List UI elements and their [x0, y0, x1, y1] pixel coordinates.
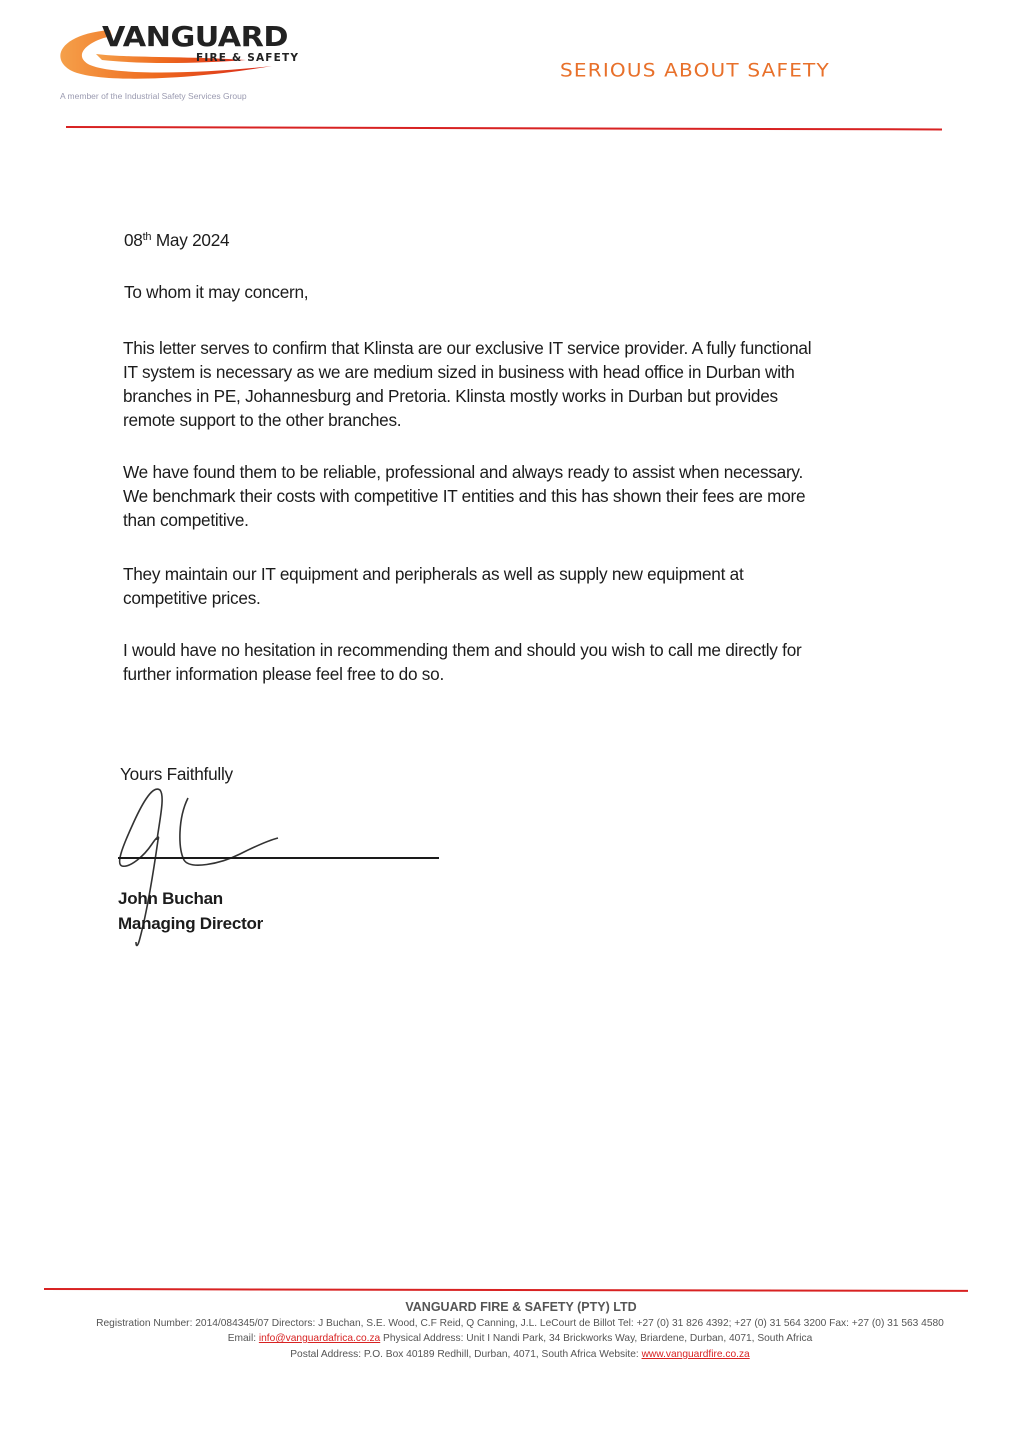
paragraph-line: further information please feel free to do so.	[123, 664, 444, 684]
paragraph-2	[123, 460, 933, 532]
footer-registration-line: Registration Number: 2014/084345/07 Directors: J Buchan, S.E. Wood, C.F Reid, Q Canning, J.L. LeCourt de Billot Tel: +27 (0) 31 826 4392; +27 (0) 31 564 3200 Fax: +27 (0) 31 563 4580	[96, 1318, 944, 1329]
paragraph-line: competitive prices.	[123, 588, 261, 608]
website-link[interactable]: www.vanguardfire.co.za	[641, 1349, 750, 1360]
tagline: SERIOUS ABOUT SAFETY	[560, 58, 830, 82]
paragraph-line: We have found them to be reliable, professional and always ready to assist when necessary.	[123, 462, 804, 482]
paragraph-line: This letter serves to confirm that Klinsta are our exclusive IT service provider. A fully functional	[123, 338, 812, 358]
paragraph-line: They maintain our IT equipment and peripherals as well as supply new equipment at	[123, 564, 744, 584]
paragraph-line: remote support to the other branches.	[123, 410, 402, 430]
signature-line	[118, 857, 439, 859]
footer-company-name: VANGUARD FIRE & SAFETY (PTY) LTD	[405, 1300, 637, 1314]
physical-address: Physical Address: Unit I Nandi Park, 34 Brickworks Way, Briardene, Durban, 4071, South Africa	[380, 1333, 813, 1344]
company-logo	[50, 18, 320, 108]
logo-subtitle: FIRE & SAFETY	[196, 52, 300, 64]
signer-title: Managing Director	[118, 914, 263, 933]
email-link[interactable]: info@vanguardafrica.co.za	[258, 1333, 381, 1344]
closing: Yours Faithfully	[120, 764, 233, 784]
paragraph-line: We benchmark their costs with competitive IT entities and this has shown their fees are more	[123, 486, 806, 506]
footer-divider	[44, 1288, 968, 1292]
logo-title: VANGUARD	[102, 20, 288, 53]
paragraph-line: than competitive.	[123, 510, 249, 530]
footer-postal-line	[0, 1349, 1024, 1360]
letter-date	[124, 228, 229, 252]
signer-name: John Buchan	[118, 889, 223, 908]
header-divider	[66, 126, 942, 130]
salutation: To whom it may concern,	[124, 282, 309, 302]
paragraph-line: I would have no hesitation in recommending them and should you wish to call me directly for	[123, 640, 802, 660]
logo-member-text: A member of the Industrial Safety Services Group	[60, 91, 247, 101]
paragraph-4	[123, 638, 933, 686]
email-label: Email:	[227, 1333, 259, 1344]
postal-address: Postal Address: P.O. Box 40189 Redhill, Durban, 4071, South Africa Website:	[290, 1349, 642, 1360]
paragraph-1	[123, 336, 933, 432]
footer-contact-line	[0, 1333, 1024, 1344]
date-suffix: th	[142, 231, 152, 243]
paragraph-line: IT system is necessary as we are medium sized in business with head office in Durban with	[123, 362, 795, 382]
date-month-year: May 2024	[151, 230, 230, 250]
paragraph-3	[123, 562, 933, 610]
date-day: 08	[124, 230, 143, 250]
paragraph-line: branches in PE, Johannesburg and Pretoria. Klinsta mostly works in Durban but provides	[123, 386, 778, 406]
